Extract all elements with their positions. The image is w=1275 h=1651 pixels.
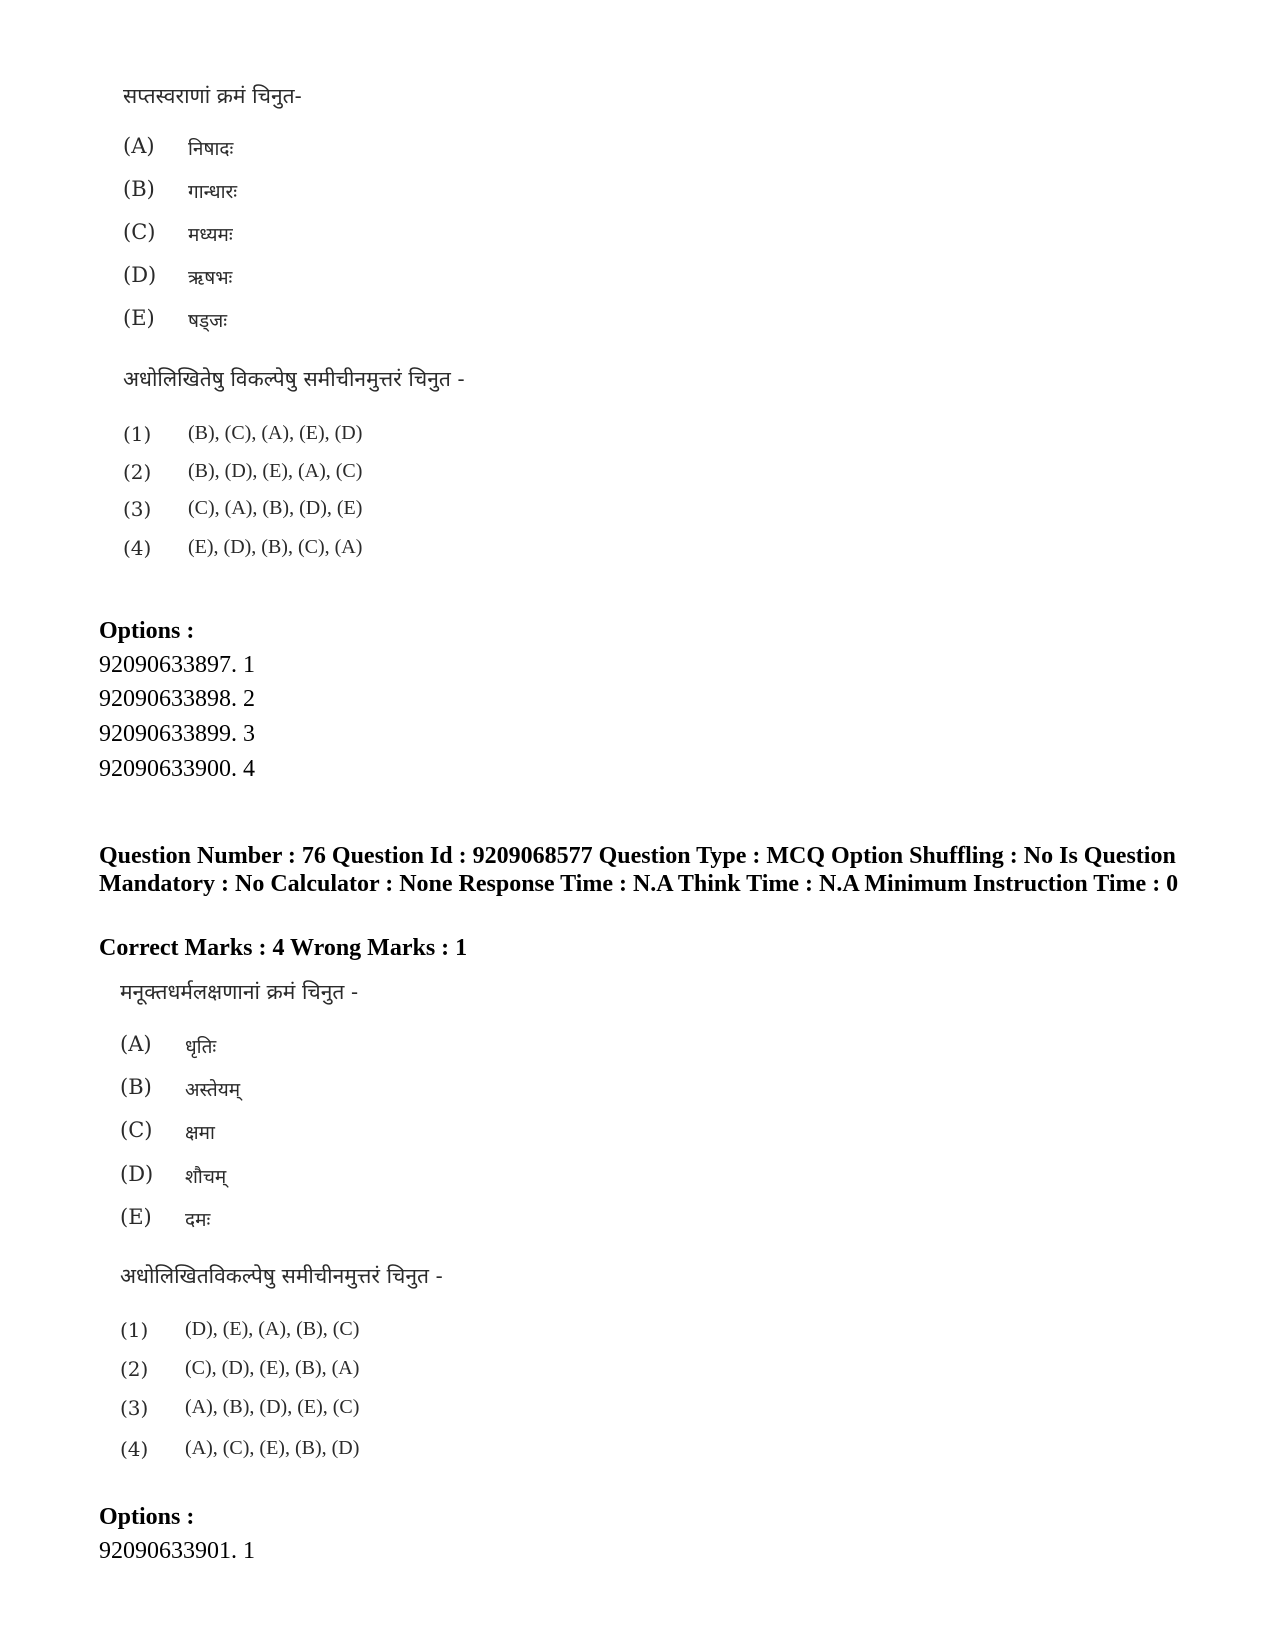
q76-item-label: (C) — [120, 1118, 153, 1142]
q75-answer-label: (2) — [123, 460, 152, 484]
q76-answer-label: (4) — [120, 1437, 149, 1461]
q75-option: 92090633898. 2 — [99, 686, 255, 712]
q76-item-text: शौचम् — [185, 1166, 227, 1188]
q75-item-label: (E) — [123, 306, 155, 330]
q76-item-label: (A) — [120, 1032, 152, 1056]
q75-option: 92090633899. 3 — [99, 721, 255, 747]
q75-answer-text: (C), (A), (B), (D), (E) — [188, 497, 363, 519]
q75-answer-label: (3) — [123, 497, 152, 521]
q75-option: 92090633897. 1 — [99, 652, 255, 678]
q76-heading: मनूक्तधर्मलक्षणानां क्रमं चिनुत - — [120, 980, 359, 1004]
q75-instruction: अधोलिखितेषु विकल्पेषु समीचीनमुत्तरं चिनुत - — [123, 367, 465, 391]
q75-answer-text: (E), (D), (B), (C), (A) — [188, 536, 363, 558]
q75-heading: सप्तस्वराणां क्रमं चिनुत- — [123, 84, 302, 108]
q76-answer-text: (D), (E), (A), (B), (C) — [185, 1318, 360, 1340]
q75-item-text: गान्धारः — [188, 181, 238, 203]
q76-marks: Correct Marks : 4 Wrong Marks : 1 — [99, 935, 468, 961]
q75-answer-label: (4) — [123, 536, 152, 560]
q75-answer-label: (1) — [123, 422, 152, 446]
q76-option: 92090633901. 1 — [99, 1538, 255, 1564]
q75-item-label: (B) — [123, 177, 155, 201]
q76-answer-text: (A), (C), (E), (B), (D) — [185, 1437, 360, 1459]
q76-options-title: Options : — [99, 1504, 195, 1530]
q76-answer-label: (2) — [120, 1357, 149, 1381]
q76-item-text: क्षमा — [185, 1122, 215, 1144]
q76-item-text: धृतिः — [185, 1036, 217, 1058]
q75-item-text: षड्जः — [188, 310, 228, 332]
q75-answer-text: (B), (D), (E), (A), (C) — [188, 460, 363, 482]
q75-item-label: (A) — [123, 134, 155, 158]
q76-item-text: अस्तेयम् — [185, 1079, 241, 1101]
q75-item-text: निषादः — [188, 138, 234, 160]
q75-item-text: मध्यमः — [188, 224, 233, 246]
q75-item-text: ऋषभः — [188, 267, 233, 289]
q75-item-label: (D) — [123, 263, 157, 287]
q76-answer-text: (C), (D), (E), (B), (A) — [185, 1357, 360, 1379]
q76-instruction: अधोलिखितविकल्पेषु समीचीनमुत्तरं चिनुत - — [120, 1264, 443, 1288]
q76-item-label: (D) — [120, 1162, 154, 1186]
q76-answer-text: (A), (B), (D), (E), (C) — [185, 1396, 360, 1418]
q75-options-title: Options : — [99, 618, 195, 644]
q75-item-label: (C) — [123, 220, 156, 244]
q75-answer-text: (B), (C), (A), (E), (D) — [188, 422, 363, 444]
q76-answer-label: (3) — [120, 1396, 149, 1420]
q76-item-label: (B) — [120, 1075, 152, 1099]
q75-option: 92090633900. 4 — [99, 756, 255, 782]
q76-item-label: (E) — [120, 1205, 152, 1229]
q76-meta: Question Number : 76 Question Id : 9209068577 Question Type : MCQ Option Shuffling : No Is Question Mandatory : No Calculator : None Response Time : N.A Think Time : N.A Minimum Instruction Time : 0 — [99, 843, 1179, 897]
q76-answer-label: (1) — [120, 1318, 149, 1342]
q76-item-text: दमः — [185, 1209, 211, 1231]
